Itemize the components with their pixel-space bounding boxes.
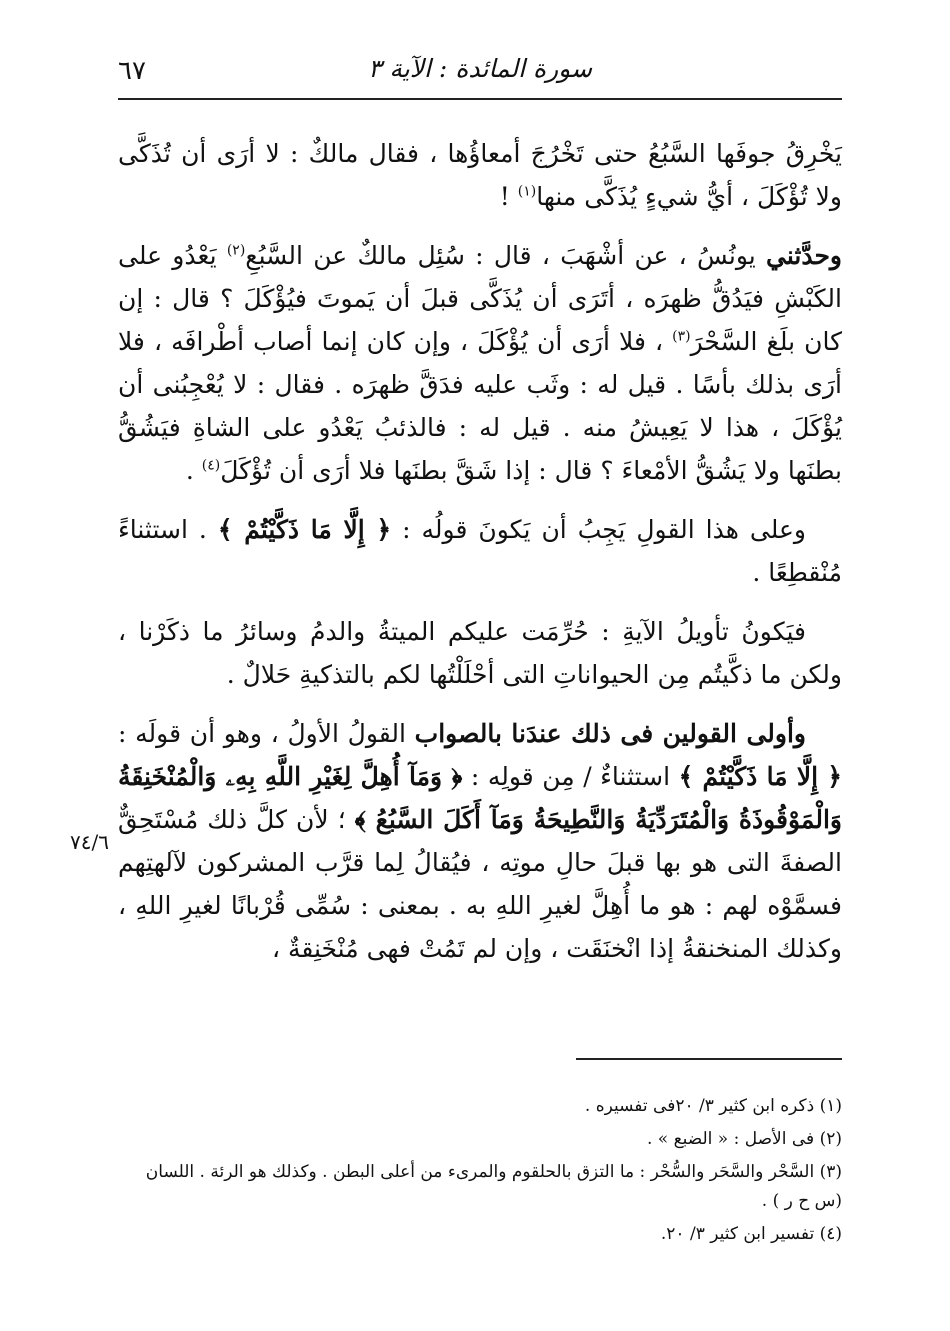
footnote-marker: (٢) [226, 242, 246, 259]
opinion-heading: وأولى القولين فى ذلك عندَنا بالصواب [414, 719, 806, 748]
paragraph-5 [118, 712, 842, 970]
margin-reference: ٧٤/٦ [70, 830, 109, 854]
text-span: وعلى هذا القولِ يَجِبُ أن يَكونَ قولُه : [391, 515, 807, 544]
footnote-1: (١) ذكره ابن كثير ٣/ ٢٠فى تفسيره . [584, 1096, 842, 1116]
text-span: ؛ لأن كلَّ ذلك مُسْتَحِقٌّ الصفةَ التى هو بها قبلَ حالِ موتِه ، فيُقالُ لِما قرَّب المشركون لآلهتِهم فسمَّوْه لهم : هو ما أُهِلَّ لغيرِ اللهِ به . بمعنى : سُمِّى قُرْبانًا لغيرِ اللهِ ، وكذلك المنخنقةُ إذا انْخنَقَت ، وإن لم تَمُتْ فهى مُنْخَنِقةٌ ، [118, 805, 842, 963]
header-rule [118, 98, 842, 100]
paragraph-3 [118, 508, 842, 594]
quran-quote: ﴿ وَمَآ أُهِلَّ لِغَيْرِ اللَّهِ بِهِۦ وَالْمُنْخَنِقَةُ وَالْمَوْقُوذَةُ وَالْمُتَرَدِّيَةُ وَالنَّطِيحَةُ وَمَآ أَكَلَ السَّبُعُ ﴾ [118, 762, 842, 834]
quran-quote: ﴿ إِلَّا مَا ذَكَّيْتُمْ ﴾ [217, 515, 392, 544]
footnote-marker: (١) [517, 183, 537, 200]
main-text [118, 132, 842, 986]
footnote-rule [576, 1058, 842, 1060]
paragraph-4 [118, 610, 842, 696]
paragraph-1 [118, 132, 842, 218]
footnote-4: (٤) تفسير ابن كثير ٣/ ٢٠. [660, 1224, 842, 1244]
paragraph-2 [118, 234, 842, 492]
text-span: ! [499, 182, 518, 211]
text-span: . استثناءً مُنْقطِعًا . [118, 515, 842, 587]
text-span: فيَكونُ تأويلُ الآيةِ : حُرِّمَت عليكم الميتةُ والدمُ وسائرُ ما ذكَرْنا ، ولكن ما ذكَّيتُم مِن الحيواناتِ التى أحْلَلْتُها لكم بالتذكيةِ حَلالٌ . [118, 617, 842, 689]
narration-opening: وحدَّثني [766, 241, 843, 270]
text-span: يونُسُ ، عن أشْهَبَ ، قال : سُئِل مالكٌ عن السَّبُعِ [245, 241, 767, 270]
text-span: استثناءٌ / مِن قولِه : [462, 762, 679, 791]
text-span: . [185, 456, 202, 485]
text-span: يَخْرِقُ جوفَها السَّبُعُ حتى تَخْرُجَ أمعاؤُها ، فقال مالكٌ : لا أرَى أن تُذَكَّى ولا تُؤْكَلَ ، أيُّ شيءٍ يُذَكَّى منها [118, 139, 842, 211]
quran-quote: ﴿ إِلَّا مَا ذَكَّيْتُمْ ﴾ [678, 762, 842, 791]
footnote-2: (٢) فى الأصل : « الضبع » . [646, 1129, 842, 1149]
running-title: سورة المائدة : الآية ٣ [367, 54, 593, 83]
footnote-3: (٣) السَّحْر والسَّحَر والسُّحْر : ما التزق بالحلقوم والمرىء من أعلى البطن . وكذلك هو الرئة . اللسان (س ح ر ) . [145, 1162, 842, 1211]
text-span: ، فلا أرَى أن يُؤْكَلَ ، وإن كان إنما أصاب أطْرافَه ، فلا أرَى بذلك بأسًا . قيل له : وثَب عليه فدَقَّ ظهرَه . فقال : لا يُعْجِبُنى أن يُؤْكَلَ ، هذا لا يَعِيشُ منه . قيل له : فالذئبُ يَعْدُو على الشاةِ فيَشُقُّ بطنَها ولا يَشُقُّ الأمْعاءَ ؟ قال : إذا شَقَّ بطنَها فلا أرَى أن تُؤْكَلَ [118, 327, 842, 485]
page-header [118, 52, 842, 96]
text-span: يَعْدُو على الكَبْشِ فيَدُقُّ ظهرَه ، أتَرَى أن يُذَكَّى قبلَ أن يَموتَ فيُؤْكَلَ ؟ قال : إن كان بلَغ السَّحْرَ [118, 241, 843, 356]
text-span: القولُ الأولُ ، وهو أن قولَه : [118, 719, 415, 748]
footnotes [130, 1092, 842, 1253]
footnote-marker: (٣) [672, 328, 691, 345]
footnote-marker: (٤) [201, 457, 221, 474]
page-number: ٦٧ [118, 56, 146, 86]
